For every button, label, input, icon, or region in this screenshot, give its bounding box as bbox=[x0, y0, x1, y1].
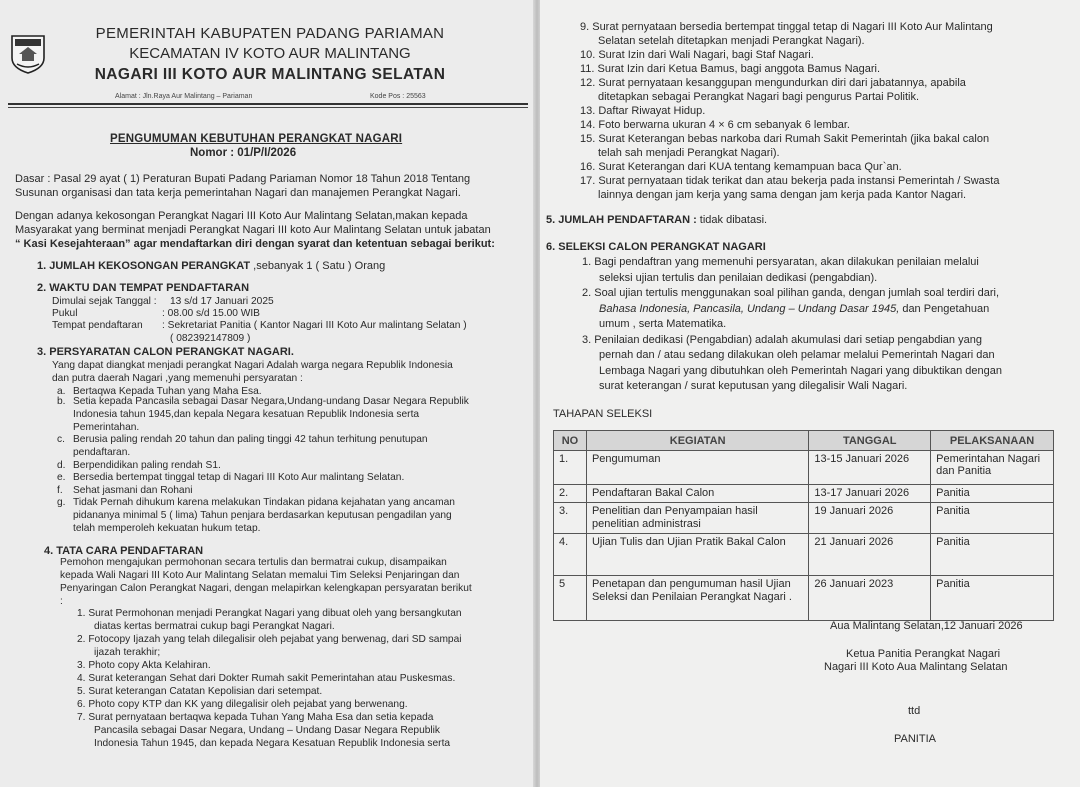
document-item: 7. Surat pernyataan bertaqwa kepada Tuhan Yang Maha Esa dan setia kepada bbox=[77, 712, 434, 723]
section-title: 5. JUMLAH PENDAFTARAN : bbox=[546, 214, 697, 226]
requirement-line: Pemerintahan. bbox=[73, 422, 140, 433]
header-government: PEMERINTAH KABUPATEN PADANG PARIAMAN bbox=[95, 25, 445, 42]
cell-executor: Panitia bbox=[931, 485, 1054, 503]
exam-subjects-rest: dan Pengetahuan bbox=[899, 302, 990, 315]
procedure-line: : bbox=[60, 596, 63, 607]
cell-no: 4. bbox=[554, 534, 587, 576]
document-item: 3. Photo copy Akta Kelahiran. bbox=[77, 660, 211, 671]
signature-name: PANITIA bbox=[894, 733, 936, 745]
selection-rule-line: seleksi ujian tertulis dan penilaian dedikasi (pengabdian). bbox=[599, 271, 878, 284]
column-header-executor: PELAKSANAAN bbox=[931, 431, 1054, 451]
cell-no: 5 bbox=[554, 576, 587, 621]
cell-activity: Pendaftaran Bakal Calon bbox=[586, 485, 808, 503]
cell-date: 21 Januari 2026 bbox=[809, 534, 931, 576]
table-row bbox=[554, 503, 1054, 534]
table-row bbox=[554, 485, 1054, 503]
document-item: Pancasila sebagai Dasar Negara, Undang – Undang Dasar Negara Republik bbox=[94, 725, 441, 736]
selection-rule-line: pernah dan / atau sedang dilakukan oleh pelamar melalui Pemerintah Nagari dan bbox=[599, 349, 995, 361]
schedule-start-value: 13 s/d 17 Januari 2025 bbox=[170, 296, 274, 307]
schedule-time-value: : 08.00 s/d 15.00 WIB bbox=[162, 308, 260, 319]
document-list-continued bbox=[580, 20, 999, 202]
section-registration-count bbox=[546, 213, 767, 227]
selection-schedule-table bbox=[553, 430, 1054, 621]
cell-executor: Panitia bbox=[931, 503, 1054, 534]
document-item: 5. Surat keterangan Catatan Kepolisian dari setempat. bbox=[77, 686, 323, 697]
document-item: 6. Photo copy KTP dan KK yang dilegalisir oleh pejabat yang berwenang. bbox=[77, 699, 408, 710]
requirements-intro-line: Yang dapat diangkat menjadi perangkat Nagari Adalah warga negara Republik Indonesia bbox=[52, 360, 453, 371]
document-item: 2. Fotocopy Ijazah yang telah dilegalisir oleh pejabat yang berwenag, dari SD sampai bbox=[77, 634, 462, 645]
cell-activity: Penetapan dan pengumuman hasil Ujian Seleksi dan Penilaian Perangkat Nagari . bbox=[586, 576, 808, 621]
selection-rule-line: 3. Penilaian dedikasi (Pengabdian) adalah akumulasi dari setiap pengabdian yang bbox=[582, 333, 982, 346]
requirement-item bbox=[73, 433, 428, 459]
requirement-line: Berusia paling rendah 20 tahun dan paling tinggi 42 tahun terhitung penutupan bbox=[73, 434, 428, 445]
document-item: ditetapkan sebagai Perangkat Nagari bagi pengurus Partai Politik. bbox=[598, 91, 920, 103]
procedure-line: Pemohon mengajukan permohonan secara tertulis dan bermatrai cukup, disampaikan bbox=[60, 557, 447, 568]
announcement-number: Nomor : 01/P/I/2026 bbox=[190, 147, 297, 159]
cell-no: 2. bbox=[554, 485, 587, 503]
header-rule-thin bbox=[8, 107, 528, 108]
left-page bbox=[0, 0, 536, 787]
selection-rule-line: 2. Soal ujian tertulis menggunakan soal pilihan ganda, dengan jumlah soal terdiri dari, bbox=[582, 287, 1000, 299]
requirement-item: Sehat jasmani dan Rohani bbox=[73, 485, 193, 496]
cell-no: 3. bbox=[554, 503, 587, 534]
requirement-item: Bertaqwa Kepada Tuhan yang Maha Esa. bbox=[73, 386, 262, 397]
requirement-letter: e. bbox=[57, 472, 66, 483]
cell-activity: Ujian Tulis dan Ujian Pratik Bakal Calon bbox=[586, 534, 808, 576]
column-header-activity: KEGIATAN bbox=[586, 431, 808, 451]
document-item: 10. Surat Izin dari Wali Nagari, bagi Staf Nagari. bbox=[580, 49, 814, 61]
schedule-phone: ( 082392147809 ) bbox=[170, 333, 251, 344]
document-item: ijazah terakhir; bbox=[94, 647, 161, 658]
header-district: KECAMATAN IV KOTO AUR MALINTANG bbox=[129, 45, 411, 62]
document-list bbox=[77, 607, 462, 750]
cell-activity: Penelitian dan Penyampaian hasil penelitian administrasi bbox=[586, 503, 808, 534]
schedule-time-label: Pukul bbox=[52, 308, 78, 319]
header-nagari: NAGARI III KOTO AUR MALINTANG SELATAN bbox=[94, 66, 446, 83]
cell-no: 1. bbox=[554, 451, 587, 485]
intro-line: “ Kasi Kesejahteraan” agar mendaftarkan diri dengan syarat dan ketentuan sebagai berikut: bbox=[15, 238, 495, 250]
document-item: diatas kertas bermatrai cukup bagi Perangkat Nagari. bbox=[94, 621, 335, 632]
selection-rule-line: Lembaga Nagari yang dibutuhkan oleh Pemerintah Nagari yang dibuktikan dengan bbox=[599, 364, 1002, 377]
section-title: 2. WAKTU DAN TEMPAT PENDAFTARAN bbox=[37, 282, 250, 294]
requirement-letter: b. bbox=[57, 396, 66, 407]
requirement-line: pendaftaran. bbox=[73, 447, 131, 458]
cell-executor: Pemerintahan Nagari dan Panitia bbox=[931, 451, 1054, 485]
document-item: 14. Foto berwarna ukuran 4 × 6 cm sebanyak 6 lembar. bbox=[580, 119, 850, 131]
requirement-letter: c. bbox=[57, 434, 65, 445]
document-item: 15. Surat Keterangan bebas narkoba dari Rumah Sakit Pemerintah (jika bakal calon bbox=[580, 133, 990, 145]
table-row bbox=[554, 534, 1054, 576]
requirement-item bbox=[73, 395, 469, 434]
document-item: Indonesia Tahun 1945, dan kepada Negara Kesatuan Republik Indonesia serta bbox=[94, 738, 451, 749]
header-postal-code: Kode Pos : 25563 bbox=[370, 93, 426, 100]
section-title: 3. PERSYARATAN CALON PERANGKAT NAGARI. bbox=[37, 346, 294, 358]
cell-date: 13-15 Januari 2026 bbox=[809, 451, 931, 485]
document-item: 4. Surat keterangan Sehat dari Dokter Rumah sakit Pemerintahan atau Puskesmas. bbox=[77, 673, 456, 684]
signature-place-date: Aua Malintang Selatan,12 Januari 2026 bbox=[830, 620, 1023, 632]
procedure-line: kepada Wali Nagari III Koto Aur Malintang Selatan memalui Tim Seleksi Penjaringan dan bbox=[60, 570, 460, 581]
header-address: Alamat : Jln.Raya Aur Malintang – Pariaman bbox=[115, 93, 253, 100]
cell-date: 26 Januari 2023 bbox=[809, 576, 931, 621]
right-page bbox=[540, 0, 1080, 787]
signature-role: Ketua Panitia Perangkat Nagari bbox=[846, 648, 1001, 660]
regency-emblem-icon bbox=[10, 30, 46, 74]
table-row bbox=[554, 576, 1054, 621]
legal-basis-line: Susunan organisasi dan tata kerja pemerintahan Nagari dan manajemen Perangkat Nagari. bbox=[15, 187, 461, 199]
announcement-title: PENGUMUMAN KEBUTUHAN PERANGKAT NAGARI bbox=[110, 133, 403, 145]
selection-rules bbox=[582, 255, 1002, 395]
section-title: 6. SELEKSI CALON PERANGKAT NAGARI bbox=[546, 241, 766, 253]
intro-line: Masyarakat yang berminat menjadi Perangkat Nagari III koto Aur Malintang Selatan untuk jabatan bbox=[15, 224, 491, 236]
schedule-start-label: Dimulai sejak Tanggal : bbox=[52, 296, 157, 307]
header-rule bbox=[8, 103, 528, 105]
legal-basis-line: Dasar : Pasal 29 ayat ( 1) Peraturan Bupati Padang Pariaman Nomor 18 Tahun 2018 Tentang bbox=[15, 173, 471, 185]
requirement-item: Bersedia bertempat tinggal tetap di Nagari III Koto Aur malintang Selatan. bbox=[73, 472, 405, 483]
document-item: 16. Surat Keterangan dari KUA tentang kemampuan baca Qur`an. bbox=[580, 161, 902, 173]
signature-role: Nagari III Koto Aua Malintang Selatan bbox=[824, 661, 1008, 673]
legal-basis bbox=[15, 172, 470, 200]
requirement-line: pidananya minimal 5 ( lima) Tahun penjara berdasarkan keputusan pengadilan yang bbox=[73, 510, 452, 521]
signature-ttd: ttd bbox=[908, 705, 921, 717]
schedule-place-value: : Sekretariat Panitia ( Kantor Nagari III Koto Aur malintang Selatan ) bbox=[162, 320, 467, 331]
requirement-letter: g. bbox=[57, 497, 66, 508]
cell-date: 19 Januari 2026 bbox=[809, 503, 931, 534]
cell-date: 13-17 Januari 2026 bbox=[809, 485, 931, 503]
requirement-item bbox=[73, 496, 455, 535]
procedure-line: Penyaringan Calon Perangkat Nagari, dengan melapirkan kelengkapan persyaratan berikut bbox=[60, 583, 472, 594]
document-item: 11. Surat Izin dari Ketua Bamus, bagi anggota Bamus Nagari. bbox=[580, 63, 881, 75]
section-text: ,sebanyak 1 ( Satu ) Orang bbox=[250, 260, 386, 272]
document-item: lainnya dengan jam kerja yang sama dengan jam kerja pada Kantor Nagari. bbox=[598, 189, 967, 201]
section-title: 1. JUMLAH KEKOSONGAN PERANGKAT bbox=[37, 260, 251, 272]
schedule-place-label: Tempat pendaftaran bbox=[52, 320, 143, 331]
requirement-letter: d. bbox=[57, 460, 66, 471]
selection-rule-line: 1. Bagi pendaftran yang memenuhi persyaratan, akan dilakukan penilaian melalui bbox=[582, 256, 979, 268]
requirements-intro bbox=[52, 359, 453, 385]
requirement-item: Berpendidikan paling rendah S1. bbox=[73, 460, 221, 471]
requirement-line: Indonesia tahun 1945,dan kepala Negara kesatuan Republik Indonesia serta bbox=[73, 409, 420, 420]
requirement-line: telah memperoleh kekuatan hukum tetap. bbox=[73, 523, 261, 534]
column-header-no: NO bbox=[554, 431, 587, 451]
requirement-line: Setia kepada Pancasila sebagai Dasar Negara,Undang-undang Dasar Negara Republik bbox=[73, 396, 469, 407]
section-text: tidak dibatasi. bbox=[696, 214, 768, 226]
table-header-row bbox=[554, 431, 1054, 451]
document-item: 17. Surat pernyataan tidak terikat dan atau bekerja pada instansi Pemerintah / Swasta bbox=[580, 175, 1000, 187]
document-item: 9. Surat pernyataan bersedia bertempat tinggal tetap di Nagari III Koto Aur Malintang bbox=[580, 21, 993, 33]
document-item: Selatan setelah ditetapkan menjadi Perangkat Nagari). bbox=[598, 35, 865, 47]
document-item: 12. Surat pernyataan kesanggupan mengundurkan diri dari jabatannya, apabila bbox=[580, 77, 966, 89]
intro-paragraph bbox=[15, 209, 495, 251]
selection-rule-line: surat keterangan / surat keputusan yang dilegalisir Wali Nagari. bbox=[599, 380, 908, 392]
intro-line: Dengan adanya kekosongan Perangkat Nagari III Koto Aur Malintang Selatan,makan kepada bbox=[15, 210, 468, 222]
selection-rule-line bbox=[582, 302, 1002, 318]
requirements-intro-line: dan putra daerah Nagari ,yang memenuhi persyaratan : bbox=[52, 373, 303, 384]
cell-activity: Pengumuman bbox=[586, 451, 808, 485]
document-item: 1. Surat Permohonan menjadi Perangkat Nagari yang dibuat oleh yang bersangkutan bbox=[77, 608, 462, 619]
requirement-letter: f. bbox=[57, 485, 63, 496]
cell-executor: Panitia bbox=[931, 534, 1054, 576]
document-item: 13. Daftar Riwayat Hidup. bbox=[580, 105, 706, 117]
section-vacancy bbox=[37, 259, 385, 273]
document-item: telah sah menjadi Perangkat Nagari). bbox=[598, 147, 780, 159]
requirement-line: Tidak Pernah dihukum karena melakukan Tindakan pidana kejahatan yang ancaman bbox=[73, 497, 455, 508]
selection-stages-heading: TAHAPAN SELEKSI bbox=[553, 408, 653, 420]
section-title: 4. TATA CARA PENDAFTARAN bbox=[44, 545, 204, 557]
table-row bbox=[554, 451, 1054, 485]
registration-procedure bbox=[60, 556, 472, 608]
selection-rule-line: umum , serta Matematika. bbox=[599, 318, 727, 330]
cell-executor: Panitia bbox=[931, 576, 1054, 621]
exam-subjects: Bahasa Indonesia, Pancasila, Undang – Undang Dasar 1945, bbox=[599, 302, 900, 315]
requirement-letter: a. bbox=[57, 386, 66, 397]
column-header-date: TANGGAL bbox=[809, 431, 931, 451]
